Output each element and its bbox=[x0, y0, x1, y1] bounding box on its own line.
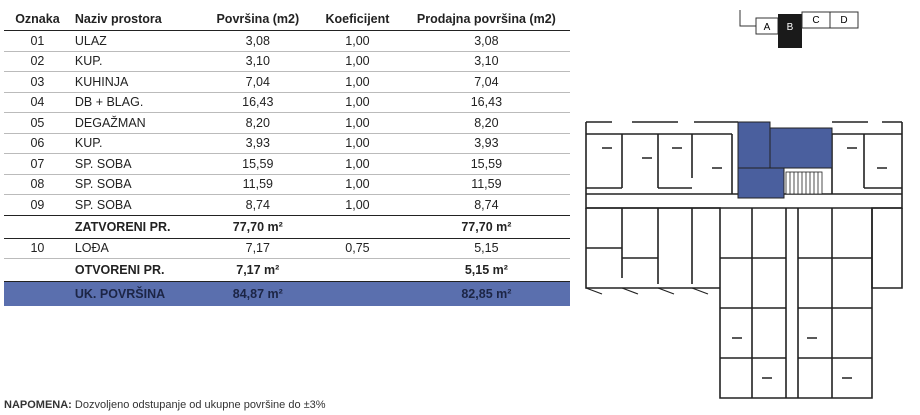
zatvoreni-povrsina: 77,70 m² bbox=[203, 215, 312, 238]
cell-koeficijent-text: 1,00 bbox=[345, 74, 370, 89]
otvoreni-prodajna: 5,15 m² bbox=[403, 259, 570, 282]
loda-koeficijent: 0,75 bbox=[312, 238, 403, 259]
cell-oznaka bbox=[4, 31, 71, 52]
cell-oznaka bbox=[4, 133, 71, 154]
cell-oznaka bbox=[4, 174, 71, 195]
cell-koeficijent bbox=[312, 174, 403, 195]
cell-prodajna-text: 8,74 bbox=[474, 197, 499, 212]
cell-prodajna bbox=[403, 92, 570, 113]
cell-koeficijent bbox=[312, 195, 403, 216]
table-row bbox=[4, 154, 570, 175]
cell-naziv-text: DEGAŽMAN bbox=[74, 115, 146, 130]
cell-oznaka-text: 07 bbox=[30, 156, 45, 171]
cell-koeficijent bbox=[312, 133, 403, 154]
cell-oznaka bbox=[4, 51, 71, 72]
table-row bbox=[4, 195, 570, 216]
cell-koeficijent bbox=[312, 92, 403, 113]
cell-prodajna-text: 3,08 bbox=[474, 33, 499, 48]
cell-koeficijent bbox=[312, 72, 403, 93]
cell-oznaka bbox=[4, 195, 71, 216]
cell-prodajna-text: 16,43 bbox=[470, 95, 503, 110]
cell-naziv bbox=[71, 72, 204, 93]
cell-koeficijent-text: 1,00 bbox=[345, 95, 370, 110]
cell-naziv bbox=[71, 133, 204, 154]
cell-prodajna-text: 3,10 bbox=[474, 54, 499, 69]
section-d-label: D bbox=[840, 15, 848, 26]
table-row bbox=[4, 31, 570, 52]
table-row bbox=[4, 174, 570, 195]
cell-povrsina bbox=[203, 154, 312, 175]
cell-prodajna bbox=[403, 51, 570, 72]
ukupno-label: UK. POVRŠINA bbox=[71, 282, 204, 307]
cell-povrsina-text: 3,08 bbox=[245, 33, 270, 48]
cell-povrsina-text: 11,59 bbox=[242, 177, 273, 192]
cell-naziv bbox=[71, 154, 204, 175]
note-label: NAPOMENA: bbox=[4, 399, 72, 411]
cell-oznaka-text: 05 bbox=[30, 115, 45, 130]
cell-koeficijent-text: 1,00 bbox=[345, 197, 370, 212]
cell-povrsina bbox=[203, 113, 312, 134]
table-row bbox=[4, 92, 570, 113]
cell-naziv bbox=[71, 51, 204, 72]
cell-povrsina-text: 8,74 bbox=[245, 197, 270, 212]
cell-povrsina bbox=[203, 92, 312, 113]
cell-povrsina bbox=[203, 174, 312, 195]
cell-koeficijent bbox=[312, 154, 403, 175]
cell-naziv-text: SP. SOBA bbox=[74, 197, 132, 212]
ukupno-prodajna: 82,85 m² bbox=[403, 282, 570, 307]
table-row bbox=[4, 72, 570, 93]
otvoreni-label: OTVORENI PR. bbox=[71, 259, 204, 282]
cell-oznaka bbox=[4, 92, 71, 113]
cell-prodajna bbox=[403, 72, 570, 93]
table-row bbox=[4, 51, 570, 72]
cell-povrsina-text: 15,59 bbox=[242, 156, 274, 171]
cell-oznaka bbox=[4, 72, 71, 93]
cell-prodajna bbox=[403, 133, 570, 154]
cell-povrsina bbox=[203, 133, 312, 154]
table-row bbox=[4, 113, 570, 134]
otvoreni-povrsina: 7,17 m² bbox=[203, 259, 312, 282]
loda-row bbox=[4, 238, 570, 259]
cell-koeficijent-text: 1,00 bbox=[345, 54, 370, 69]
table-row bbox=[4, 133, 570, 154]
cell-prodajna-text: 11,59 bbox=[471, 177, 502, 192]
cell-naziv-text: SP. SOBA bbox=[74, 177, 132, 192]
area-table bbox=[4, 8, 570, 306]
cell-naziv bbox=[71, 31, 204, 52]
cell-povrsina-text: 3,10 bbox=[245, 54, 270, 69]
apartment-highlight-top bbox=[770, 128, 832, 168]
cell-naziv bbox=[71, 113, 204, 134]
cell-povrsina-text: 16,43 bbox=[242, 95, 274, 110]
cell-oznaka-text: 02 bbox=[30, 54, 45, 69]
cell-prodajna bbox=[403, 31, 570, 52]
cell-povrsina bbox=[203, 51, 312, 72]
table-header-row bbox=[4, 8, 570, 31]
header-koeficijent: Koeficijent bbox=[312, 8, 403, 31]
cell-prodajna-text: 7,04 bbox=[474, 74, 499, 89]
cell-oznaka-text: 09 bbox=[30, 197, 45, 212]
cell-povrsina-text: 8,20 bbox=[245, 115, 270, 130]
loda-prodajna: 5,15 bbox=[403, 238, 570, 259]
zatvoreni-prodajna: 77,70 m² bbox=[403, 215, 570, 238]
cell-koeficijent-text: 1,00 bbox=[345, 33, 370, 48]
header-povrsina: Površina (m2) bbox=[203, 8, 312, 31]
loda-povrsina: 7,17 bbox=[203, 238, 312, 259]
cell-oznaka bbox=[4, 113, 71, 134]
floor-plan bbox=[582, 108, 908, 408]
cell-povrsina bbox=[203, 195, 312, 216]
cell-oznaka-text: 04 bbox=[30, 95, 45, 110]
stairs-icon bbox=[786, 172, 822, 194]
header-naziv: Naziv prostora bbox=[71, 8, 204, 31]
note-text: Dozvoljeno odstupanje od ukupne površine do ±3% bbox=[74, 399, 326, 411]
ukupno-row bbox=[4, 282, 570, 307]
cell-koeficijent bbox=[312, 113, 403, 134]
cell-naziv bbox=[71, 174, 204, 195]
cell-koeficijent-text: 1,00 bbox=[345, 156, 370, 171]
otvoreni-row bbox=[4, 259, 570, 282]
cell-koeficijent-text: 1,00 bbox=[345, 177, 370, 192]
zatvoreni-row bbox=[4, 215, 570, 238]
cell-naziv bbox=[71, 195, 204, 216]
cell-koeficijent bbox=[312, 31, 403, 52]
cell-povrsina-text: 3,93 bbox=[245, 136, 270, 151]
cell-prodajna-text: 8,20 bbox=[474, 115, 499, 130]
zatvoreni-label: ZATVORENI PR. bbox=[71, 215, 204, 238]
cell-naziv-text: SP. SOBA bbox=[74, 156, 132, 171]
cell-povrsina-text: 7,04 bbox=[245, 74, 270, 89]
cell-prodajna bbox=[403, 154, 570, 175]
cell-oznaka bbox=[4, 154, 71, 175]
loda-oznaka: 10 bbox=[4, 238, 71, 259]
cell-naziv-text: KUP. bbox=[74, 54, 103, 69]
area-table-container bbox=[4, 8, 570, 306]
cell-naziv bbox=[71, 92, 204, 113]
cell-naziv-text: ULAZ bbox=[74, 33, 107, 48]
cell-naziv-text: KUHINJA bbox=[74, 74, 129, 89]
section-b-label: B bbox=[786, 22, 794, 33]
loda-naziv: LOĐA bbox=[71, 238, 204, 259]
ukupno-povrsina: 84,87 m² bbox=[203, 282, 312, 307]
cell-prodajna bbox=[403, 195, 570, 216]
cell-oznaka-text: 01 bbox=[30, 33, 45, 48]
cell-prodajna bbox=[403, 113, 570, 134]
cell-oznaka-text: 03 bbox=[30, 74, 45, 89]
note bbox=[4, 399, 326, 411]
cell-koeficijent bbox=[312, 51, 403, 72]
cell-prodajna-text: 15,59 bbox=[470, 156, 503, 171]
cell-povrsina bbox=[203, 72, 312, 93]
cell-koeficijent-text: 1,00 bbox=[345, 115, 370, 130]
cell-prodajna bbox=[403, 174, 570, 195]
cell-naziv-text: KUP. bbox=[74, 136, 103, 151]
header-oznaka: Oznaka bbox=[4, 8, 71, 31]
cell-prodajna-text: 3,93 bbox=[474, 136, 499, 151]
cell-naziv-text: DB + BLAG. bbox=[74, 95, 144, 110]
section-c-label: C bbox=[812, 15, 820, 26]
cell-povrsina bbox=[203, 31, 312, 52]
section-a-label: A bbox=[763, 22, 771, 33]
apartment-highlight-bottom bbox=[738, 168, 784, 198]
header-prodajna: Prodajna površina (m2) bbox=[403, 8, 570, 31]
cell-koeficijent-text: 1,00 bbox=[345, 136, 370, 151]
cell-oznaka-text: 08 bbox=[30, 177, 45, 192]
section-selector bbox=[738, 8, 868, 54]
cell-oznaka-text: 06 bbox=[30, 136, 45, 151]
